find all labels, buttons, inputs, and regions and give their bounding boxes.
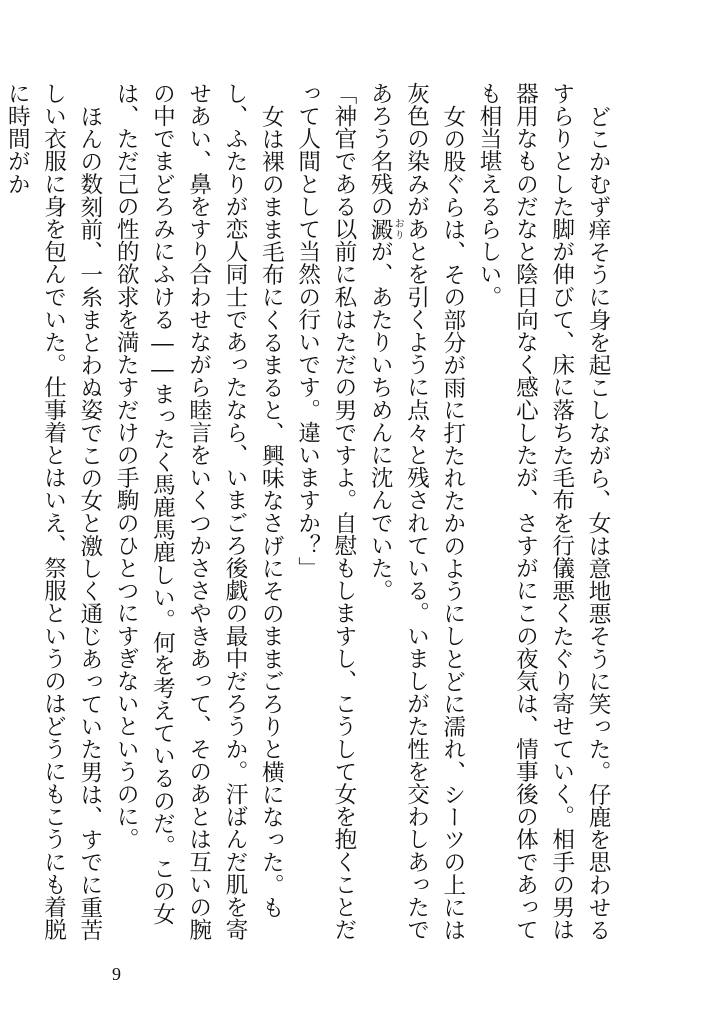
ruby-base: 澱 — [367, 217, 394, 241]
paragraph-4: 女は裸のまま毛布にくるまると、興味なさげにそのままごろりと横になった。もし、ふたりが恋人同士であったなら、いまごろ後戯の最中だろうか。汗ばんだ肌を寄せあい、鼻をすり合わせながら睦言をいくつかささやきあって、そのあとは互いの腕の中でまどろみにふける――まったく馬鹿馬鹿しい。何を考えているのだ。この女は、ただ己の性的欲求を満たすだけの手駒のひとつにすぎないというのに。 — [113, 82, 285, 941]
paragraph-1: どこかむず痒そうに身を起こしながら、女は意地悪そうに笑った。仔鹿を思わせるすらりとした脚が伸びて、床に落ちた毛布を行儀悪くたぐり寄せていく。相手の男は器用なものだなと陰日向なく感心したが、さすがにこの夜気は、情事後の体であっても相当堪えるらしい。 — [476, 82, 611, 941]
paragraph-2 — [362, 82, 471, 962]
dialogue-paragraph: 「神官である以前に私はただの男ですよ。自慰もしますし、こうして女を抱くことだって人間として当然の行いです。違いますか？」 — [294, 82, 357, 941]
paragraph-5: ほんの数刻前、一糸まとわぬ姿でこの女と激しく通じあっていた男は、すでに重苦しい衣服に身を包んでいた。仕事着とはいえ、祭服というのはどうにもこうにも着脱に時間がか — [4, 82, 103, 941]
ruby-reading: おり — [392, 217, 404, 241]
paragraph-2-text-b: が、あたりいちめんに沈んでいた。 — [367, 240, 394, 602]
novel-text-column-block — [4, 82, 616, 962]
ruby-ori — [367, 217, 404, 241]
page-number: 9 — [112, 964, 121, 984]
paragraph-2-text-a: 女の股ぐらは、その部分が雨に打たれたかのようにしとどに濡れ、シーツの上には灰色の染みがあとを引くように点々と残されている。いましがた性を交わしあったであろう名残の — [367, 82, 466, 941]
